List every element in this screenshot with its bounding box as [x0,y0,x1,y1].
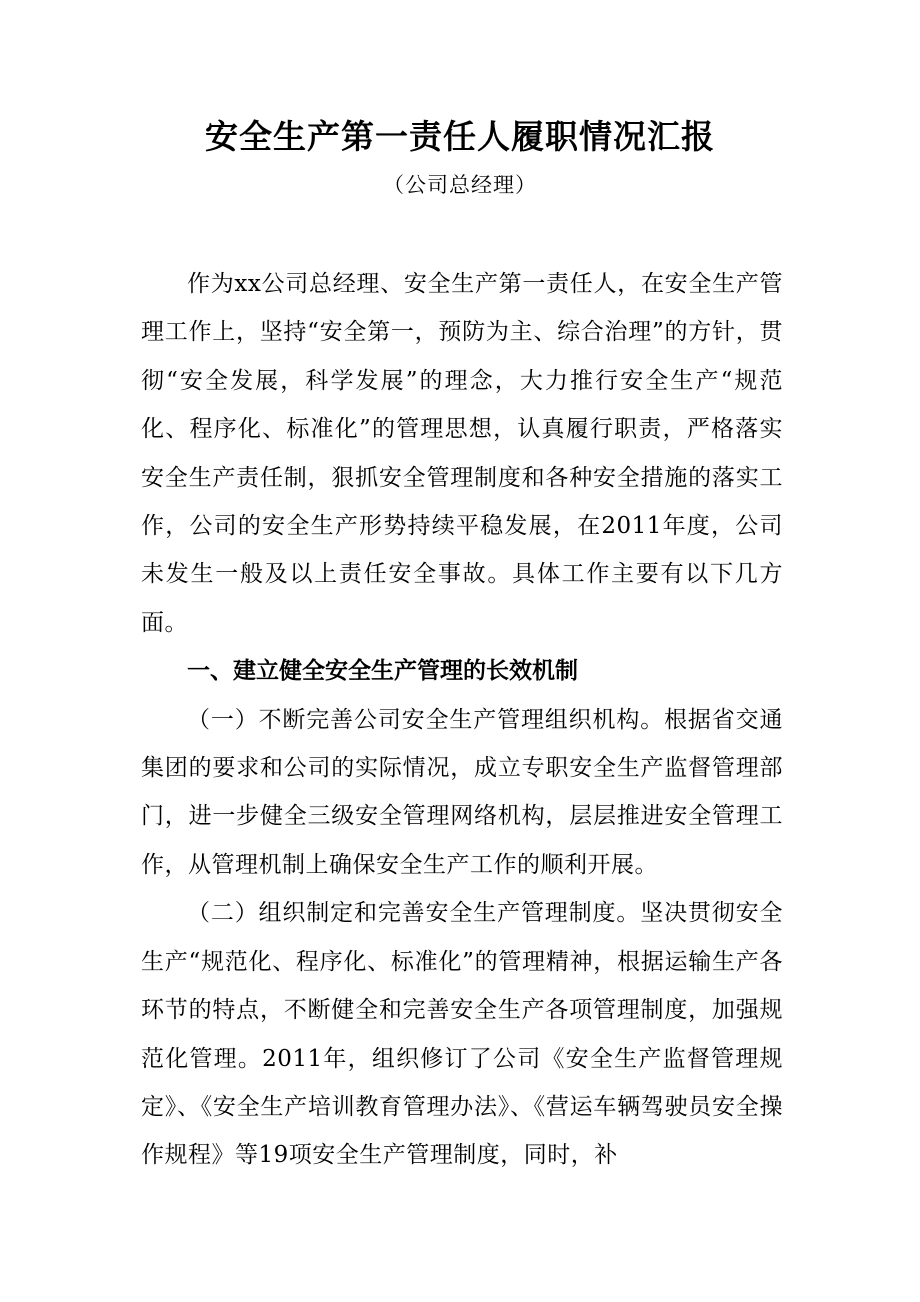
document-title: 安全生产第一责任人履职情况汇报 [205,117,715,156]
body-paragraph: （一）不断完善公司安全生产管理组织机构。根据省交通集团的要求和公司的实际情况，成立专职安全生产监督管理部门，进一步健全三级安全管理网络机构，层层推进安全管理工作，从管理机制上确保安全生产工作的顺利开展。 [141,706,783,878]
document-body [141,260,783,1180]
section-heading: 一、建立健全安全生产管理的长效机制 [187,658,578,685]
body-paragraph: （二）组织制定和完善安全生产管理制度。坚决贯彻安全生产“规范化、程序化、标准化”的管理精神，根据运输生产各环节的特点，不断健全和完善安全生产各项管理制度，加强规范化管理。2011年，组织修订了公司《安全生产监督管理规定》、《安全生产培训教育管理办法》、《营运车辆驾驶员安全操作规程》等19项安全生产管理制度，同时，补 [141,900,783,1169]
document-subtitle: （公司总经理） [383,173,537,197]
intro-paragraph: 作为xx公司总经理、安全生产第一责任人，在安全生产管理工作上，坚持“安全第一，预防为主、综合治理”的方针，贯彻“安全发展，科学发展”的理念，大力推行安全生产“规范化、程序化、标准化”的管理思想，认真履行职责，严格落实安全生产责任制，狠抓安全管理制度和各种安全措施的落实工作，公司的安全生产形势持续平稳发展，在2011年度，公司未发生一般及以上责任安全事故。具体工作主要有以下几方面。 [141,271,783,636]
